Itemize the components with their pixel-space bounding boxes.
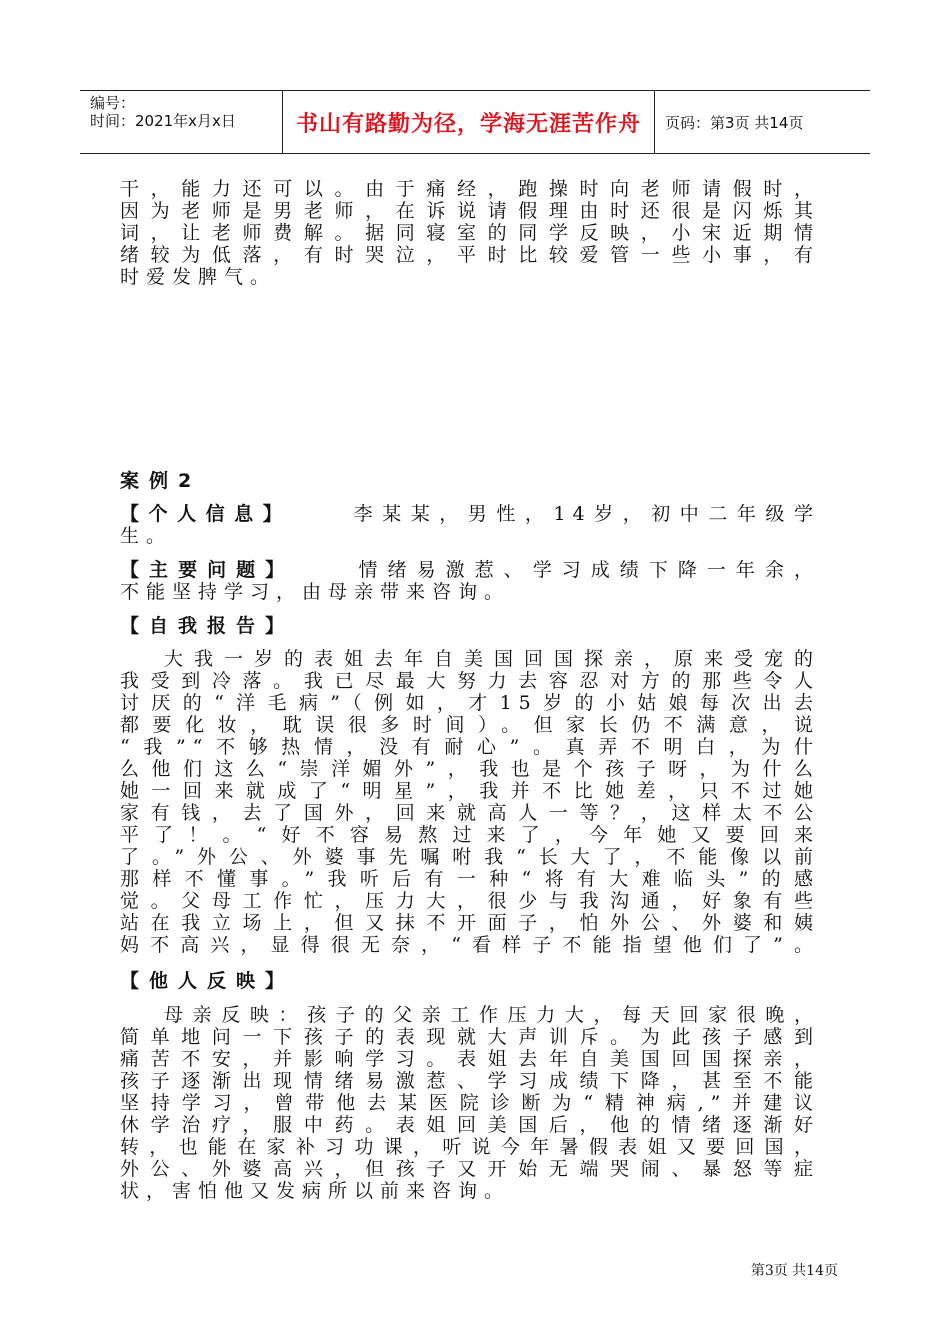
text-line: 平了！。“好不容易熬过来了，今年她又要回来	[120, 824, 820, 846]
personal-info-heading: 【个人信息】	[120, 503, 292, 525]
self-report-text	[120, 648, 820, 956]
header-motto: 书山有路勤为径，学海无涯苦作舟	[283, 91, 655, 153]
self-report	[120, 615, 820, 637]
text-line: 觉。父母工作忙，压力大，很少与我沟通，好象有些	[120, 890, 820, 912]
others-report-heading: 【他人反映】	[120, 970, 295, 992]
case-section	[120, 470, 820, 492]
continued-paragraph	[120, 178, 820, 288]
others-report-text	[120, 1004, 820, 1202]
main-problem-text: 情绪易激惹、学习成绩下降一年余，	[358, 559, 820, 581]
text-line: 干，能力还可以。由于痛经，跑操时向老师请假时，	[120, 178, 820, 200]
text-line: 生。	[120, 525, 173, 547]
text-line	[120, 559, 820, 581]
text-line: 痛苦不安，并影响学习。表姐去年自美国回国探亲，	[120, 1048, 820, 1070]
text-line: 她一回来就成了“明星”，我并不比她差，只不过她	[120, 780, 820, 802]
personal-info	[120, 503, 820, 547]
text-line: 站在我立场上，但又抹不开面子，怕外公、外婆和姨	[120, 912, 820, 934]
text-line: 休学治疗，服中药。表姐回美国后，他的情绪逐渐好	[120, 1114, 820, 1136]
text-line: 简单地问一下孩子的表现就大声训斥。为此孩子感到	[120, 1026, 820, 1048]
time-label: 时间：2021年x月x日	[90, 112, 236, 130]
text-line: 母亲反映：孩子的父亲工作压力大，每天回家很晚，	[164, 1004, 820, 1026]
text-line: 大我一岁的表姐去年自美国回国探亲，原来受宠的	[164, 648, 820, 670]
text-line: 状，害怕他又发病所以前来咨询。	[120, 1180, 511, 1202]
text-line: 词，让老师费解。据同寝室的同学反映，小宋近期情	[120, 222, 820, 244]
header-page-code: 页码：第3页 共14页	[665, 113, 804, 132]
main-problem-heading: 【主要问题】	[120, 559, 295, 581]
text-line: 那样不懂事。”我听后有一种“将有大难临头”的感	[120, 868, 820, 890]
text-line: 不能坚持学习，由母亲带来咨询。	[120, 581, 511, 603]
text-line: 么他们这么“崇洋媚外”，我也是个孩子呀，为什么	[120, 758, 820, 780]
text-line: 时爱发脾气。	[120, 266, 277, 288]
text-line: 孩子逐渐出现情绪易激惹、学习成绩下降，甚至不能	[120, 1070, 820, 1092]
text-line	[120, 503, 820, 525]
text-line: 家有钱，去了国外，回来就高人一等？，这样太不公	[120, 802, 820, 824]
text-line: 我受到冷落。我已尽最大努力去容忍对方的那些令人	[120, 670, 820, 692]
text-line: 妈不高兴，显得很无奈，“看样子不能指望他们了”。	[120, 934, 820, 956]
number-label: 编号：	[90, 94, 136, 112]
text-line: 都要化妆，耽误很多时间）。但家长仍不满意，说	[120, 714, 820, 736]
text-line: “我”“不够热情，没有耐心”。真弄不明白，为什	[120, 736, 820, 758]
text-line: 讨厌的“洋毛病”（例如，才15岁的小姑娘每次出去	[120, 692, 820, 714]
self-report-heading: 【自我报告】	[120, 615, 295, 637]
others-report	[120, 970, 820, 992]
main-problem	[120, 559, 820, 603]
text-line: 绪较为低落，有时哭泣，平时比较爱管一些小事，有	[120, 244, 820, 266]
text-line: 坚持学习，曾带他去某医院诊断为“精神病,”并建议	[120, 1092, 820, 1114]
text-line: 因为老师是男老师，在诉说请假理由时还很是闪烁其	[120, 200, 820, 222]
text-line: 外公、外婆高兴，但孩子又开始无端哭闹、暴怒等症	[120, 1158, 820, 1180]
page-footer: 第3页 共14页	[750, 1263, 838, 1279]
page-header	[80, 90, 870, 154]
case-title: 案例2	[120, 470, 202, 492]
header-meta	[80, 91, 283, 153]
text-line: 转，也能在家补习功课，听说今年暑假表姐又要回国，	[120, 1136, 820, 1158]
personal-info-text: 李某某，男性，14岁，初中二年级学	[353, 503, 820, 525]
text-line: 了。”外公、外婆事先嘱咐我“长大了，不能像以前	[120, 846, 820, 868]
